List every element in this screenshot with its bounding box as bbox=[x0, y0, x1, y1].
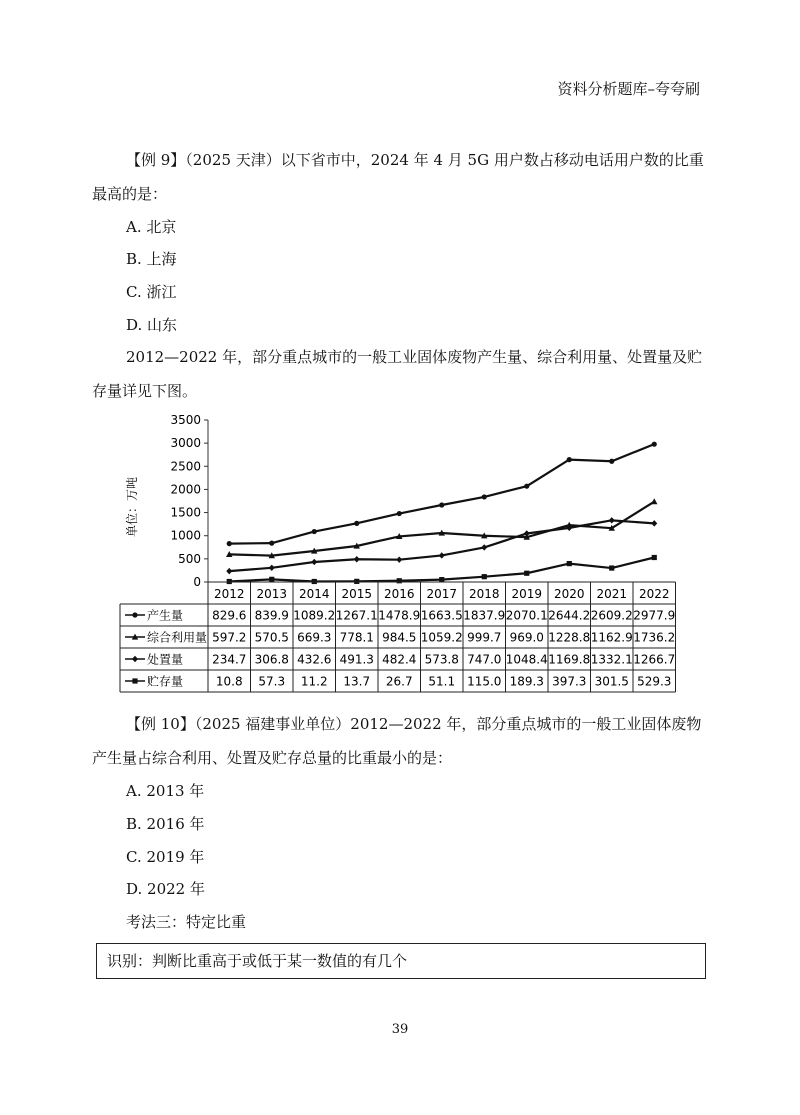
data-label: 1663.5 bbox=[420, 608, 463, 623]
x-category-label: 2014 bbox=[298, 587, 330, 601]
x-category-label: 2013 bbox=[256, 587, 288, 601]
data-point bbox=[609, 517, 615, 523]
data-point bbox=[481, 544, 487, 550]
x-category-label: 2019 bbox=[511, 587, 543, 601]
data-point bbox=[482, 494, 487, 499]
q9-option-c: C. 浙江 bbox=[126, 283, 177, 301]
data-label: 1169.8 bbox=[548, 652, 591, 667]
data-point bbox=[227, 541, 232, 546]
data-label: 482.4 bbox=[382, 652, 417, 667]
data-label: 301.5 bbox=[594, 674, 629, 689]
legend-entry bbox=[125, 675, 183, 689]
data-label: 2644.2 bbox=[548, 608, 591, 623]
data-point bbox=[354, 521, 359, 526]
line-chart bbox=[116, 412, 686, 702]
series-line bbox=[229, 520, 654, 571]
data-label: 570.5 bbox=[254, 630, 289, 645]
x-category-label: 2018 bbox=[468, 587, 500, 601]
data-label: 115.0 bbox=[467, 674, 502, 689]
y-axis bbox=[170, 413, 208, 589]
data-point bbox=[226, 568, 232, 574]
data-point bbox=[269, 577, 274, 582]
data-point bbox=[312, 529, 317, 534]
legend-marker bbox=[132, 612, 137, 617]
data-point bbox=[311, 559, 317, 565]
data-point bbox=[354, 556, 360, 562]
y-tick-label: 3000 bbox=[170, 436, 201, 451]
series-4 bbox=[227, 555, 657, 584]
y-tick-label: 2000 bbox=[170, 482, 201, 497]
data-label: 1267.1 bbox=[335, 608, 378, 623]
data-label: 491.3 bbox=[339, 652, 374, 667]
series-line bbox=[229, 444, 654, 543]
y-tick-label: 0 bbox=[193, 575, 201, 589]
data-label: 984.5 bbox=[382, 630, 417, 645]
data-point bbox=[524, 571, 529, 576]
y-tick-label: 1000 bbox=[170, 528, 201, 543]
data-point bbox=[312, 579, 317, 584]
data-label: 1478.9 bbox=[378, 608, 421, 623]
q9-option-b: B. 上海 bbox=[126, 250, 177, 268]
data-label: 1228.8 bbox=[548, 630, 591, 645]
q9-option-d: D. 山东 bbox=[126, 316, 178, 334]
data-point bbox=[397, 578, 402, 583]
legend-marker bbox=[132, 678, 137, 683]
page-number: 39 bbox=[391, 1022, 409, 1037]
data-label: 839.9 bbox=[254, 608, 289, 623]
data-label: 829.6 bbox=[212, 608, 247, 623]
x-category-label: 2012 bbox=[213, 587, 245, 601]
data-label: 778.1 bbox=[339, 630, 374, 645]
y-tick-label: 1500 bbox=[170, 505, 201, 520]
data-label: 1736.2 bbox=[633, 630, 676, 645]
q10-option-d: D. 2022 年 bbox=[126, 880, 205, 898]
x-category-label: 2022 bbox=[638, 587, 670, 601]
data-label: 747.0 bbox=[467, 652, 502, 667]
legend-marker bbox=[132, 656, 138, 662]
data-label: 1266.7 bbox=[633, 652, 676, 667]
data-label: 2070.1 bbox=[505, 608, 548, 623]
question-10-stem: 【例 10】（2025 福建事业单位）2012—2022 年，部分重点城市的一般工业固体废物产生量占综合利用、处置及贮存总量的比重最小的是： bbox=[92, 715, 702, 767]
q10-option-a: A. 2013 年 bbox=[126, 782, 205, 800]
method-heading: 考法三：特定比重 bbox=[126, 913, 247, 931]
identify-text: 识别：判断比重高于或低于某一数值的有几个 bbox=[107, 952, 408, 970]
data-label: 573.8 bbox=[424, 652, 459, 667]
data-point bbox=[269, 541, 274, 546]
data-label: 529.3 bbox=[637, 674, 672, 689]
q10-option-b: B. 2016 年 bbox=[126, 815, 205, 833]
data-point bbox=[609, 565, 614, 570]
x-category-label: 2017 bbox=[426, 587, 458, 601]
data-label: 969.0 bbox=[509, 630, 544, 645]
identify-box bbox=[96, 943, 706, 979]
legend-entry bbox=[125, 608, 183, 623]
page-header: 资料分析题库–夸夸刷 bbox=[557, 80, 700, 98]
data-label: 306.8 bbox=[254, 652, 289, 667]
data-label: 1162.9 bbox=[590, 630, 633, 645]
legend-label: 产生量 bbox=[147, 608, 184, 623]
data-label: 13.7 bbox=[343, 674, 371, 689]
data-label: 2609.2 bbox=[590, 608, 633, 623]
legend-entry bbox=[125, 630, 207, 645]
data-label: 2977.9 bbox=[633, 608, 676, 623]
question-9-stem: 【例 9】（2025 天津）以下省市中，2024 年 4 月 5G 用户数占移动电话用户数的比重最高的是： bbox=[92, 151, 704, 203]
legend-label: 综合利用量 bbox=[147, 630, 208, 645]
data-label: 669.3 bbox=[297, 630, 332, 645]
data-label: 597.2 bbox=[212, 630, 247, 645]
x-category-label: 2020 bbox=[553, 587, 585, 601]
data-point bbox=[567, 561, 572, 566]
data-label: 189.3 bbox=[509, 674, 544, 689]
y-tick-label: 500 bbox=[178, 551, 201, 566]
y-tick-label: 2500 bbox=[170, 459, 201, 474]
data-point bbox=[652, 442, 657, 447]
data-label: 51.1 bbox=[428, 674, 456, 689]
data-label: 1059.2 bbox=[420, 630, 463, 645]
data-point bbox=[439, 502, 444, 507]
data-label: 1837.9 bbox=[463, 608, 506, 623]
data-table bbox=[120, 582, 676, 692]
x-category-label: 2021 bbox=[596, 587, 628, 601]
series-lines bbox=[226, 442, 657, 585]
q9-option-a: A. 北京 bbox=[126, 218, 177, 236]
data-label: 999.7 bbox=[467, 630, 502, 645]
data-point bbox=[396, 556, 402, 562]
legend-label: 处置量 bbox=[147, 652, 184, 667]
data-point bbox=[269, 565, 275, 571]
data-label: 1048.4 bbox=[505, 652, 548, 667]
q10-option-c: C. 2019 年 bbox=[126, 848, 205, 866]
data-point bbox=[651, 520, 657, 526]
data-label: 397.3 bbox=[552, 674, 587, 689]
data-point bbox=[652, 555, 657, 560]
legend-label: 贮存量 bbox=[147, 674, 184, 689]
data-point bbox=[609, 459, 614, 464]
data-point bbox=[439, 577, 444, 582]
data-label: 26.7 bbox=[385, 674, 413, 689]
series-line bbox=[229, 502, 654, 556]
data-point bbox=[567, 457, 572, 462]
legend-entry bbox=[125, 652, 183, 667]
data-label: 1089.2 bbox=[293, 608, 336, 623]
data-point bbox=[397, 511, 402, 516]
chart-intro: 2012—2022 年，部分重点城市的一般工业固体废物产生量、综合利用量、处置量及贮存量详见下图。 bbox=[92, 348, 703, 400]
data-point bbox=[524, 484, 529, 489]
y-tick-label: 3500 bbox=[170, 413, 201, 427]
data-point bbox=[354, 579, 359, 584]
data-label: 1332.1 bbox=[590, 652, 633, 667]
y-axis-label: 单位：万吨 bbox=[125, 476, 139, 538]
data-label: 432.6 bbox=[297, 652, 332, 667]
data-label: 234.7 bbox=[212, 652, 247, 667]
x-category-label: 2016 bbox=[383, 587, 415, 601]
data-point bbox=[482, 574, 487, 579]
data-point bbox=[439, 552, 445, 558]
data-label: 10.8 bbox=[215, 674, 243, 689]
data-point bbox=[651, 498, 657, 504]
data-label: 57.3 bbox=[258, 674, 286, 689]
x-category-label: 2015 bbox=[341, 587, 373, 601]
data-label: 11.2 bbox=[300, 674, 328, 689]
